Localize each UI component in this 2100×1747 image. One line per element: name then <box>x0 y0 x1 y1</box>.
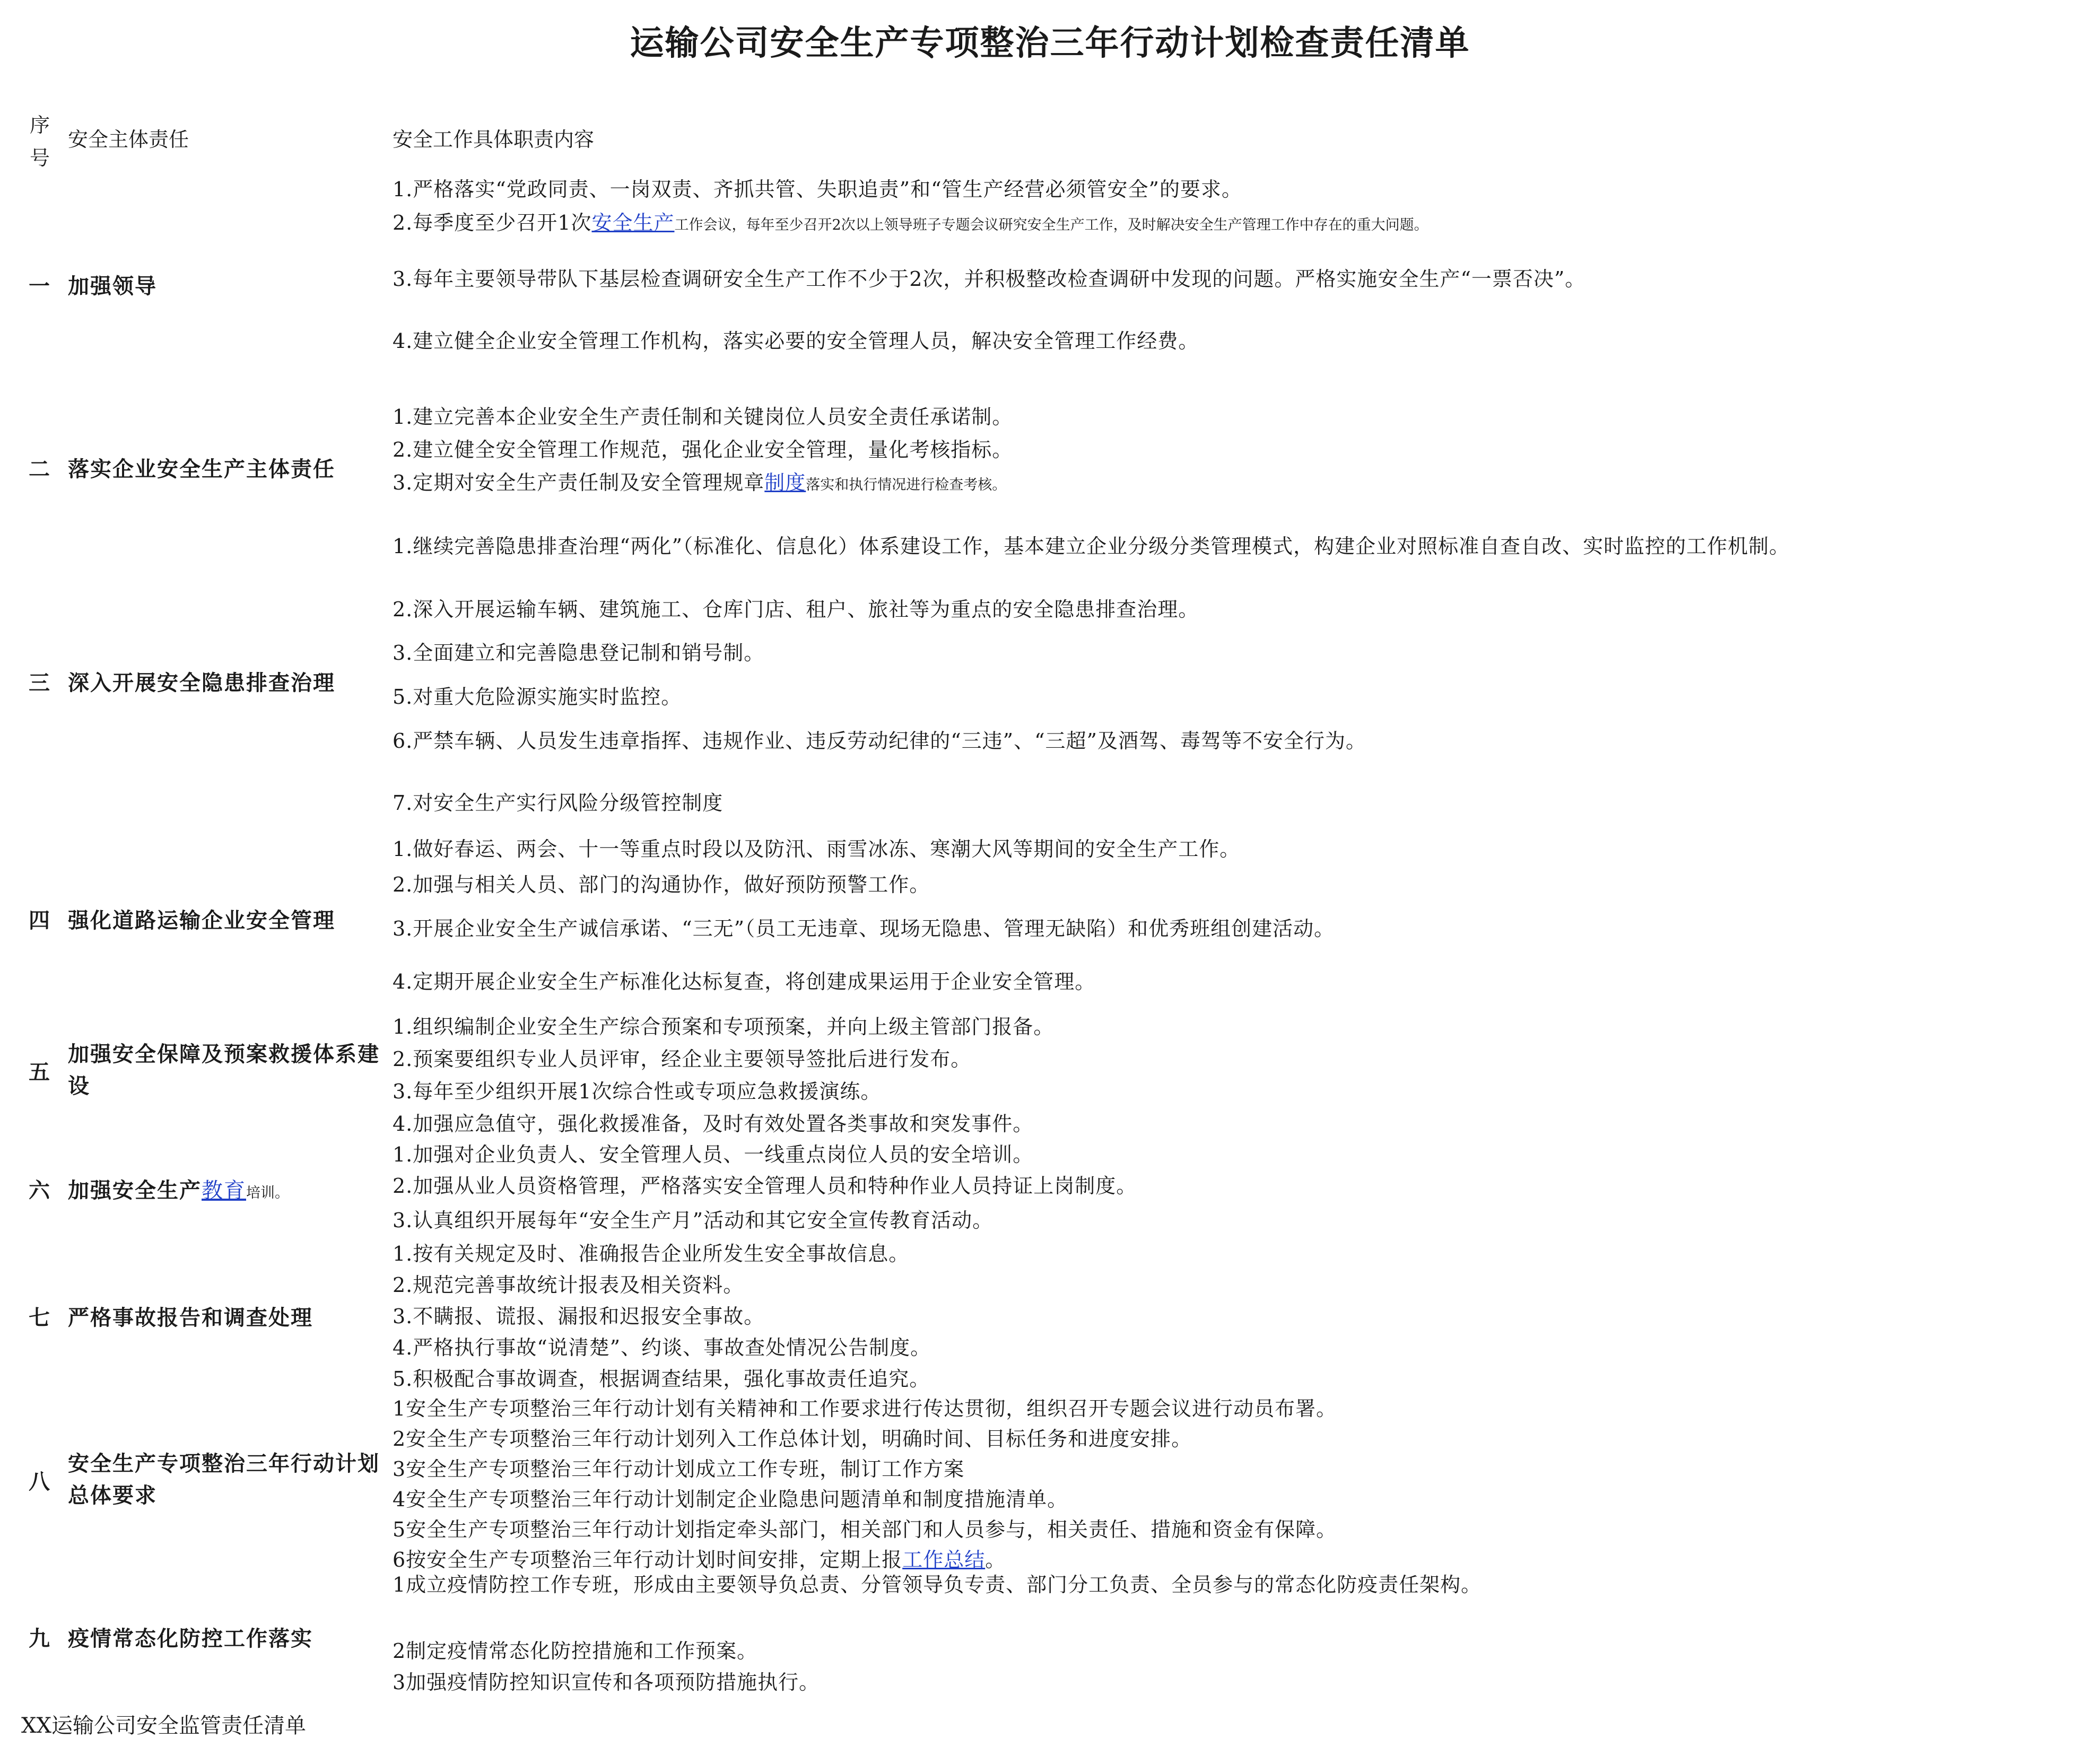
section-9-line-3: 3加强疫情防控知识宣传和各项预防措施执行。 <box>393 1671 820 1694</box>
section-5-number: 五 <box>29 1060 51 1085</box>
section-6-name-suffix: 培训。 <box>246 1185 289 1201</box>
section-1-number: 一 <box>29 274 51 299</box>
section-2-line-1: 1.建立完善本企业安全生产责任制和关键岗位人员安全责任承诺制。 <box>393 405 1013 429</box>
safety-production-link[interactable]: 安全生产 <box>591 211 675 234</box>
line-2-prefix: 2.每季度至少召开1次 <box>393 211 592 234</box>
section-1-line-4: 4.建立健全企业安全管理工作机构，落实必要的安全管理人员，解决安全管理工作经费。 <box>393 329 1199 353</box>
header-seq <box>27 109 53 174</box>
header-seq-label: 序号 <box>29 113 50 170</box>
section-3-line-4: 5.对重大危险源实施实时监控。 <box>393 685 682 709</box>
section-8-line-6 <box>393 1543 1006 1573</box>
section-5-line-4: 4.加强应急值守，强化救援准备，及时有效处置各类事故和突发事件。 <box>393 1112 1034 1135</box>
education-link[interactable]: 教育 <box>202 1178 246 1203</box>
section-2-number: 二 <box>29 457 51 482</box>
section-7-line-1: 1.按有关规定及时、准确报告企业所发生安全事故信息。 <box>393 1242 910 1265</box>
section-4-line-3: 3.开展企业安全生产诚信承诺、“三无”（员工无违章、现场无隐患、管理无缺陷）和优秀班组创建活动。 <box>393 917 1335 940</box>
section-9-name: 疫情常态化防控工作落实 <box>68 1626 313 1651</box>
section-7-line-2: 2.规范完善事故统计报表及相关资料。 <box>393 1273 744 1297</box>
section-6-line-1: 1.加强对企业负责人、安全管理人员、一线重点岗位人员的安全培训。 <box>393 1143 1034 1166</box>
section-2-line-2: 2.建立健全安全管理工作规范，强化企业安全管理，量化考核指标。 <box>393 438 1013 461</box>
page-title: 运输公司安全生产专项整治三年行动计划检查责任清单 <box>630 24 1470 63</box>
section-6-number: 六 <box>29 1178 51 1203</box>
section-6-name <box>68 1174 289 1204</box>
section-8-line-2: 2安全生产专项整治三年行动计划列入工作总体计划，明确时间、目标任务和进度安排。 <box>393 1427 1192 1451</box>
section-7-name: 严格事故报告和调查处理 <box>68 1305 313 1330</box>
section-9-number: 九 <box>29 1626 51 1651</box>
section-9-line-2: 2制定疫情常态化防控措施和工作预案。 <box>393 1639 758 1663</box>
work-summary-link[interactable]: 工作总结 <box>902 1548 986 1571</box>
section-3-line-6: 7.对安全生产实行风险分级管控制度 <box>393 791 724 815</box>
section-7-line-3: 3.不瞒报、谎报、漏报和迟报安全事故。 <box>393 1305 765 1328</box>
section-3-line-2: 2.深入开展运输车辆、建筑施工、仓库门店、租户、旅社等为重点的安全隐患排查治理。 <box>393 598 1199 621</box>
line-6-suffix: 。 <box>985 1548 1006 1571</box>
section-6-name-prefix: 加强安全生产 <box>68 1178 202 1203</box>
footer-text: XX运输公司安全监管责任清单 <box>21 1714 306 1738</box>
section-8-line-1: 1安全生产专项整治三年行动计划有关精神和工作要求进行传达贯彻，组织召开专题会议进行动员布署。 <box>393 1397 1337 1420</box>
line-6-prefix: 6按安全生产专项整治三年行动计划时间安排，定期上报 <box>393 1548 903 1571</box>
section-5-line-1: 1.组织编制企业安全生产综合预案和专项预案，并向上级主管部门报备。 <box>393 1015 1055 1038</box>
section-4-line-4: 4.定期开展企业安全生产标准化达标复查，将创建成果运用于企业安全管理。 <box>393 970 1096 993</box>
section-9-line-1: 1成立疫情防控工作专班，形成由主要领导负总责、分管领导负专责、部门分工负责、全员参与的常态化防疫责任架构。 <box>393 1573 1482 1596</box>
section-5-line-2: 2.预案要组织专业人员评审，经企业主要领导签批后进行发布。 <box>393 1047 972 1071</box>
section-6-line-2: 2.加强从业人员资格管理，严格落实安全管理人员和特种作业人员持证上岗制度。 <box>393 1174 1137 1198</box>
section-1-line-1: 1.严格落实“党政同责、一岗双责、齐抓共管、失职追责”和“管生产经营必须管安全”的要求。 <box>393 178 1242 201</box>
section-8-line-3: 3安全生产专项整治三年行动计划成立工作专班，制订工作方案 <box>393 1457 965 1481</box>
section-8-line-5: 5安全生产专项整治三年行动计划指定牵头部门，相关部门和人员参与，相关责任、措施和资金有保障。 <box>393 1518 1337 1541</box>
header-content: 安全工作具体职责内容 <box>393 128 595 151</box>
section-5-line-3: 3.每年至少组织开展1次综合性或专项应急救援演练。 <box>393 1080 882 1103</box>
section-6-line-3: 3.认真组织开展每年“安全生产月”活动和其它安全宣传教育活动。 <box>393 1209 994 1232</box>
section-7-number: 七 <box>29 1305 51 1330</box>
section-7-line-4: 4.严格执行事故“说清楚”、约谈、事故查处情况公告制度。 <box>393 1336 931 1359</box>
section-3-line-3: 3.全面建立和完善隐患登记制和销号制。 <box>393 641 765 665</box>
section-8-number: 八 <box>29 1469 51 1494</box>
section-8-line-4: 4安全生产专项整治三年行动计划制定企业隐患问题清单和制度措施清单。 <box>393 1488 1068 1511</box>
section-3-line-5: 6.严禁车辆、人员发生违章指挥、违规作业、违反劳动纪律的“三违”、“三超”及酒驾、毒驾等不安全行为。 <box>393 729 1366 753</box>
section-4-line-2: 2.加强与相关人员、部门的沟通协作，做好预防预警工作。 <box>393 873 930 896</box>
section-1-name: 加强领导 <box>68 274 157 299</box>
section-8-name: 安全生产专项整治三年行动计划总体要求 <box>68 1451 380 1508</box>
section-1-line-2 <box>393 212 1793 236</box>
header-subject: 安全主体责任 <box>68 128 189 151</box>
section-5-name: 加强安全保障及预案救援体系建设 <box>68 1042 380 1098</box>
section-3-number: 三 <box>29 670 51 695</box>
section-1-line-3: 3.每年主要领导带队下基层检查调研安全生产工作不少于2次，并积极整改检查调研中发现的问题。严格实施安全生产“一票否决”。 <box>393 267 1586 291</box>
section-2-name: 落实企业安全生产主体责任 <box>68 457 335 482</box>
system-link[interactable]: 制度 <box>764 471 806 494</box>
section-4-number: 四 <box>29 908 51 933</box>
section-2-line-3 <box>393 466 1006 495</box>
section-4-name: 强化道路运输企业安全管理 <box>68 908 335 933</box>
line-3-suffix: 落实和执行情况进行检查考核。 <box>806 477 1007 493</box>
section-3-line-1: 1.继续完善隐患排查治理“两化”（标准化、信息化）体系建设工作，基本建立企业分级分类管理模式，构建企业对照标准自查自改、实时监控的工作机制。 <box>393 535 1790 558</box>
line-3-prefix: 3.定期对安全生产责任制及安全管理规章 <box>393 471 765 494</box>
line-2-suffix: 工作会议，每年至少召开2次以上领导班子专题会议研究安全生产工作，及时解决安全生产管理工作中存在的重大问题。 <box>674 217 1428 233</box>
section-7-line-5: 5.积极配合事故调查，根据调查结果，强化事故责任追究。 <box>393 1367 930 1391</box>
section-3-name: 深入开展安全隐患排查治理 <box>68 670 335 695</box>
section-4-line-1: 1.做好春运、两会、十一等重点时段以及防汛、雨雪冰冻、寒潮大风等期间的安全生产工作。 <box>393 837 1241 861</box>
